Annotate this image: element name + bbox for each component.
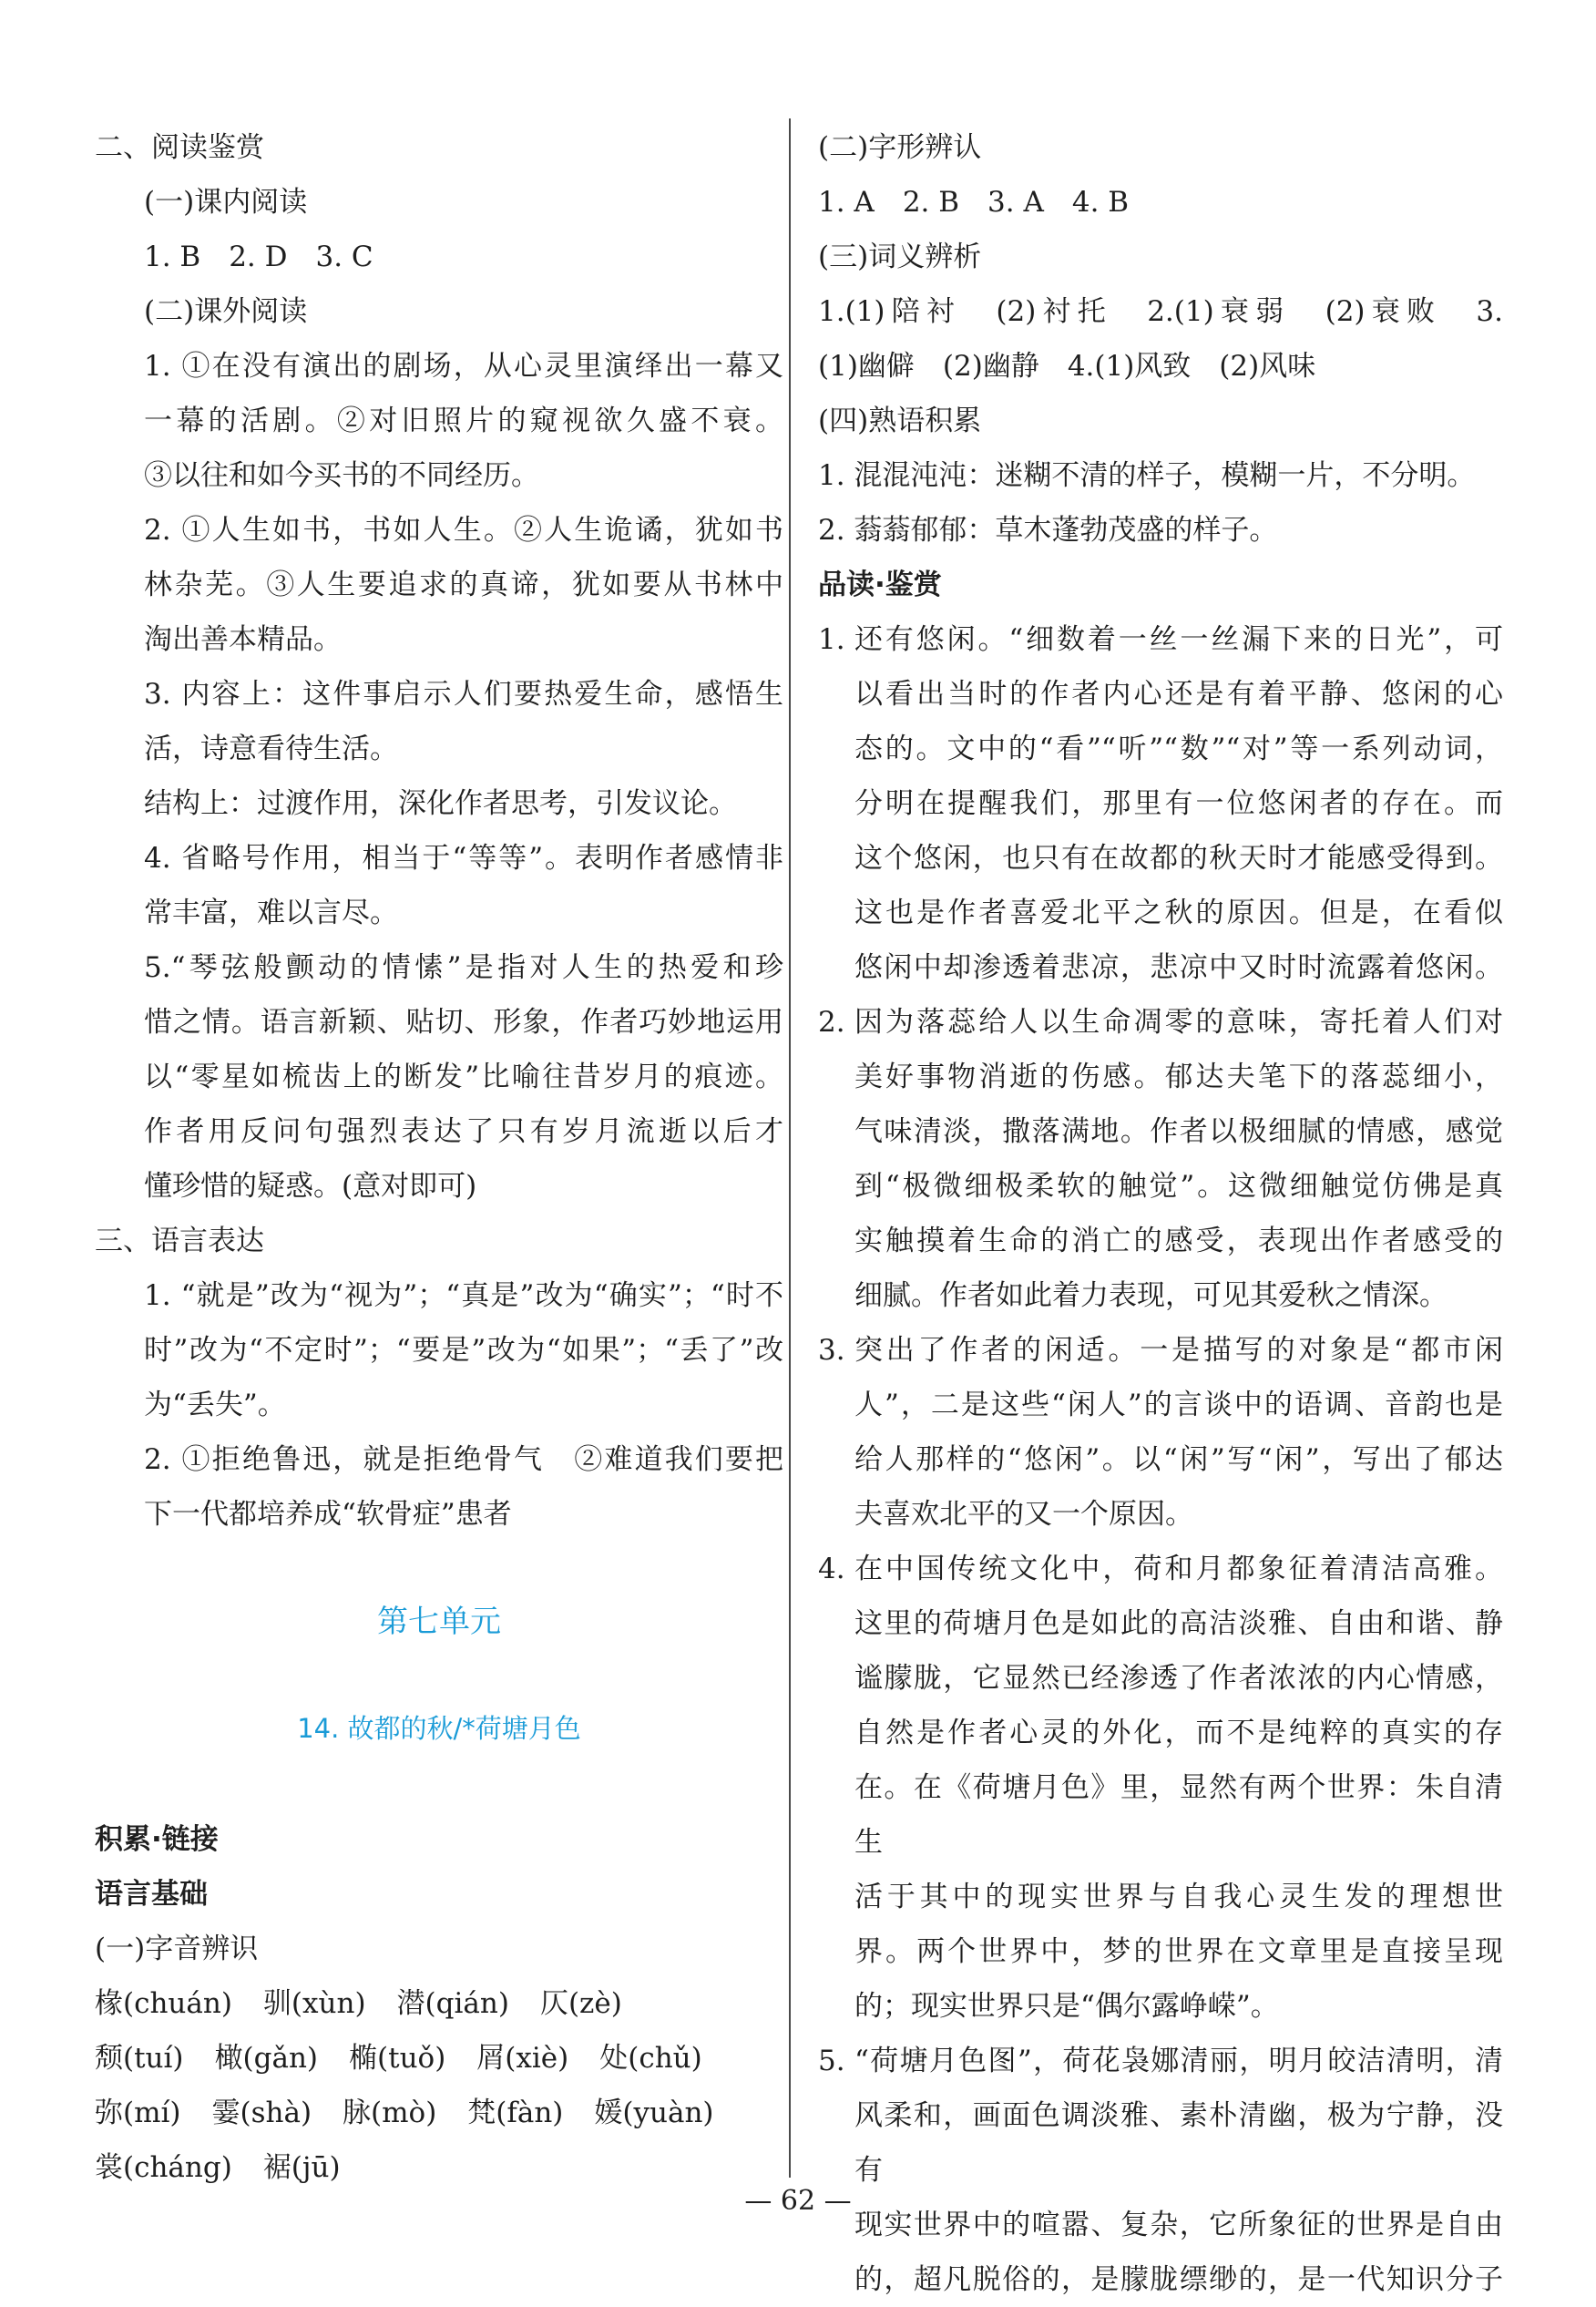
page-number: — 62 — [744, 2185, 852, 2217]
appreciation-item-1 [818, 612, 1503, 995]
text-line: 以看出当时的作者内心还是有着平静、悠闲的心 [854, 678, 1503, 711]
appreciation-item-4 [818, 1542, 1503, 2034]
pinyin-item: 潜(qián) [396, 1987, 509, 2020]
item-number: 5. [818, 2045, 845, 2077]
section-heading-reading: 二、阅读鉴赏 [95, 131, 264, 164]
text-line: 谧朦胧，它显然已经渗透了作者浓浓的内心情感， [854, 1662, 1503, 1695]
text-line: ③以往和如今买书的不同经历。 [144, 459, 539, 492]
pinyin-row [95, 1976, 783, 2031]
text-line: 这里的荷塘月色是如此的高洁淡雅、自由和谐、静 [854, 1607, 1503, 1640]
text-line: 这个悠闲，也只有在故都的秋天时才能感受得到。 [854, 842, 1503, 875]
text-line: 时”改为“不定时”；“要是”改为“如果”；“丢了”改 [144, 1334, 783, 1367]
text-line: 活，诗意看待生活。 [144, 733, 398, 765]
subheading-word-meaning: (三)词义辨析 [818, 241, 982, 273]
pinyin-item: 脉(mò) [343, 2097, 437, 2129]
text-line: 为“丢失”。 [144, 1389, 286, 1421]
text-line: 1. ①在没有演出的剧场，从心灵里演绎出一幕又 [144, 350, 783, 383]
text-line: 在中国传统文化中，荷和月都象征着清洁高雅。 [854, 1553, 1503, 1585]
text-line: 的；现实世界只是“偶尔露峥嵘”。 [854, 1990, 1279, 2023]
subheading-glyph: (二)字形辨认 [818, 131, 982, 164]
pinyin-item: 屑(xiè) [476, 2042, 569, 2075]
text-line: 气味清淡，撒落满地。作者以极细腻的情感，感觉 [854, 1115, 1503, 1148]
answers-glyph: 1. A 2. B 3. A 4. B [818, 186, 1130, 219]
text-line: 界。两个世界中，梦的世界在文章里是直接呈现 [854, 1935, 1503, 1968]
item-number: 3. [818, 1334, 845, 1367]
column-divider [789, 118, 791, 2178]
text-line: 以“零星如梳齿上的断发”比喻往昔岁月的痕迹。 [144, 1061, 783, 1093]
text-line: 人”，二是这些“闲人”的言谈中的语调、音韵也是 [854, 1389, 1503, 1421]
pinyin-row [95, 2086, 783, 2140]
text-line: 自然是作者心灵的外化，而不是纯粹的真实的存 [854, 1717, 1503, 1749]
lesson-title: 14. 故都的秋/*荷塘月色 [297, 1713, 581, 1744]
text-line: 3. 内容上：这件事启示人们要热爱生命，感悟生 [144, 678, 783, 711]
subheading-extra-reading: (二)课外阅读 [144, 295, 308, 328]
text-line: 分明在提醒我们，那里有一位悠闲者的存在。而 [854, 787, 1503, 820]
subheading-pronunciation: (一)字音辨识 [95, 1933, 259, 1965]
text-line: 因为落蕊给人以生命凋零的意味，寄托着人们对 [854, 1006, 1503, 1039]
pinyin-item: 媛(yuàn) [594, 2097, 714, 2129]
answer-extra-q4 [95, 831, 783, 940]
appreciation-item-5 [818, 2034, 1503, 2307]
text-line: 这也是作者喜爱北平之秋的原因。但是，在看似 [854, 897, 1503, 929]
text-line: 现实世界中的喧嚣、复杂，它所象征的世界是自由 [854, 2209, 1503, 2241]
pinyin-item: 椭(tuǒ) [349, 2042, 446, 2075]
text-line: (1)幽僻 (2)幽静 4.(1)风致 (2)风味 [818, 350, 1316, 383]
subheading-in-class-reading: (一)课内阅读 [144, 186, 308, 219]
pinyin-item: 裳(cháng) [95, 2151, 232, 2184]
heading-language-basics: 语言基础 [95, 1878, 208, 1911]
text-line: 风柔和，画面色调淡雅、素朴清幽，极为宁静，没有 [854, 2099, 1503, 2187]
item-number: 2. [818, 1006, 845, 1039]
answer-extra-q3 [95, 667, 783, 831]
text-line: 林杂芜。③人生要追求的真谛，犹如要从书林中 [144, 569, 783, 601]
text-line: 细腻。作者如此着力表现，可见其爱秋之情深。 [854, 1279, 1448, 1312]
text-line: 的，超凡脱俗的，是朦胧缥缈的，是一代知识分子 [854, 2263, 1503, 2296]
item-number: 4. [818, 1553, 845, 1585]
appreciation-item-2 [818, 995, 1503, 1323]
answer-expression-2 [95, 1432, 783, 1542]
text-line: 夫喜欢北平的又一个原因。 [854, 1498, 1193, 1531]
pinyin-item: 裾(jū) [262, 2151, 341, 2184]
text-line: 活于其中的现实世界与自我心灵生发的理想世 [854, 1881, 1503, 1913]
pinyin-row [95, 2031, 783, 2086]
text-line: 2. 蓊蓊郁郁：草木蓬勃茂盛的样子。 [818, 514, 1278, 547]
text-line: 5.“琴弦般颤动的情愫”是指对人生的热爱和珍 [144, 951, 783, 984]
subheading-idioms: (四)熟语积累 [818, 405, 982, 437]
left-column [95, 120, 783, 2195]
pinyin-item: 仄(zè) [539, 1987, 622, 2020]
text-line: 到“极微细极柔软的触觉”。这微细触觉仿佛是真 [854, 1170, 1503, 1203]
item-number: 1. [818, 623, 845, 656]
text-line: 给人那样的“悠闲”。以“闲”写“闲”，写出了郁达 [854, 1443, 1503, 1476]
pinyin-item: 处(chǔ) [599, 2042, 702, 2075]
pinyin-item: 橄(gǎn) [214, 2042, 319, 2075]
text-line: 美好事物消逝的伤感。郁达夫笔下的落蕊细小， [854, 1061, 1503, 1093]
text-line: 常丰富，难以言尽。 [144, 897, 398, 929]
right-column [818, 120, 1503, 2307]
text-line: 突出了作者的闲适。一是描写的对象是“都市闲 [854, 1334, 1503, 1367]
text-line: 1. “就是”改为“视为”；“真是”改为“确实”；“时不 [144, 1279, 783, 1312]
pinyin-item: 弥(mí) [95, 2097, 181, 2129]
text-line: 惜之情。语言新颖、贴切、形象，作者巧妙地运用 [144, 1006, 783, 1039]
appreciation-item-3 [818, 1323, 1503, 1542]
text-line: 下一代都培养成“软骨症”患者 [144, 1498, 512, 1531]
text-line: 1.(1)陪衬 (2)衬托 2.(1)衰弱 (2)衰败 3. [818, 295, 1503, 328]
unit-title: 第七单元 [377, 1604, 501, 1640]
text-line: 作者用反问句强烈表达了只有岁月流逝以后才 [144, 1115, 783, 1148]
text-line: 在。在《荷塘月色》里，显然有两个世界：朱自清生 [854, 1771, 1503, 1859]
pinyin-item: 颓(tuí) [95, 2042, 184, 2075]
text-line: 一幕的活剧。②对旧照片的窥视欲久盛不衰。 [144, 405, 783, 437]
section-heading-expression: 三、语言表达 [95, 1225, 264, 1257]
answers-in-class-reading: 1. B 2. D 3. C [144, 241, 373, 273]
text-line: 1. 混混沌沌：迷糊不清的样子，模糊一片，不分明。 [818, 459, 1476, 492]
text-line: “荷塘月色图”，荷花袅娜清丽，明月皎洁清明，清 [854, 2045, 1503, 2077]
answer-extra-q1 [95, 339, 783, 503]
answer-extra-q2 [95, 503, 783, 667]
heading-appreciation: 品读·鉴赏 [818, 569, 942, 601]
text-line: 还有悠闲。“细数着一丝一丝漏下来的日光”，可 [854, 623, 1503, 656]
answer-extra-q5 [95, 940, 783, 1214]
text-line: 4. 省略号作用，相当于“等等”。表明作者感情非 [144, 842, 783, 875]
text-line: 懂珍惜的疑惑。(意对即可) [144, 1170, 477, 1203]
heading-accumulation: 积累·链接 [95, 1823, 219, 1856]
answer-expression-1 [95, 1268, 783, 1432]
text-line: 悠闲中却渗透着悲凉，悲凉中又时时流露着悠闲。 [854, 951, 1503, 984]
pinyin-item: 椽(chuán) [95, 1987, 232, 2020]
text-line: 淘出善本精品。 [144, 623, 342, 656]
text-line: 态的。文中的“看”“听”“数”“对”等一系列动词， [854, 733, 1503, 765]
text-line: 2. ①拒绝鲁迅，就是拒绝骨气 ②难道我们要把 [144, 1443, 783, 1476]
pinyin-item: 梵(fàn) [467, 2097, 564, 2129]
pinyin-item: 驯(xùn) [262, 1987, 366, 2020]
text-line: 结构上：过渡作用，深化作者思考，引发议论。 [144, 787, 737, 820]
pinyin-item: 霎(shà) [211, 2097, 312, 2129]
text-line: 实触摸着生命的消亡的感受，表现出作者感受的 [854, 1225, 1503, 1257]
text-line: 2. ①人生如书，书如人生。②人生诡谲，犹如书 [144, 514, 783, 547]
